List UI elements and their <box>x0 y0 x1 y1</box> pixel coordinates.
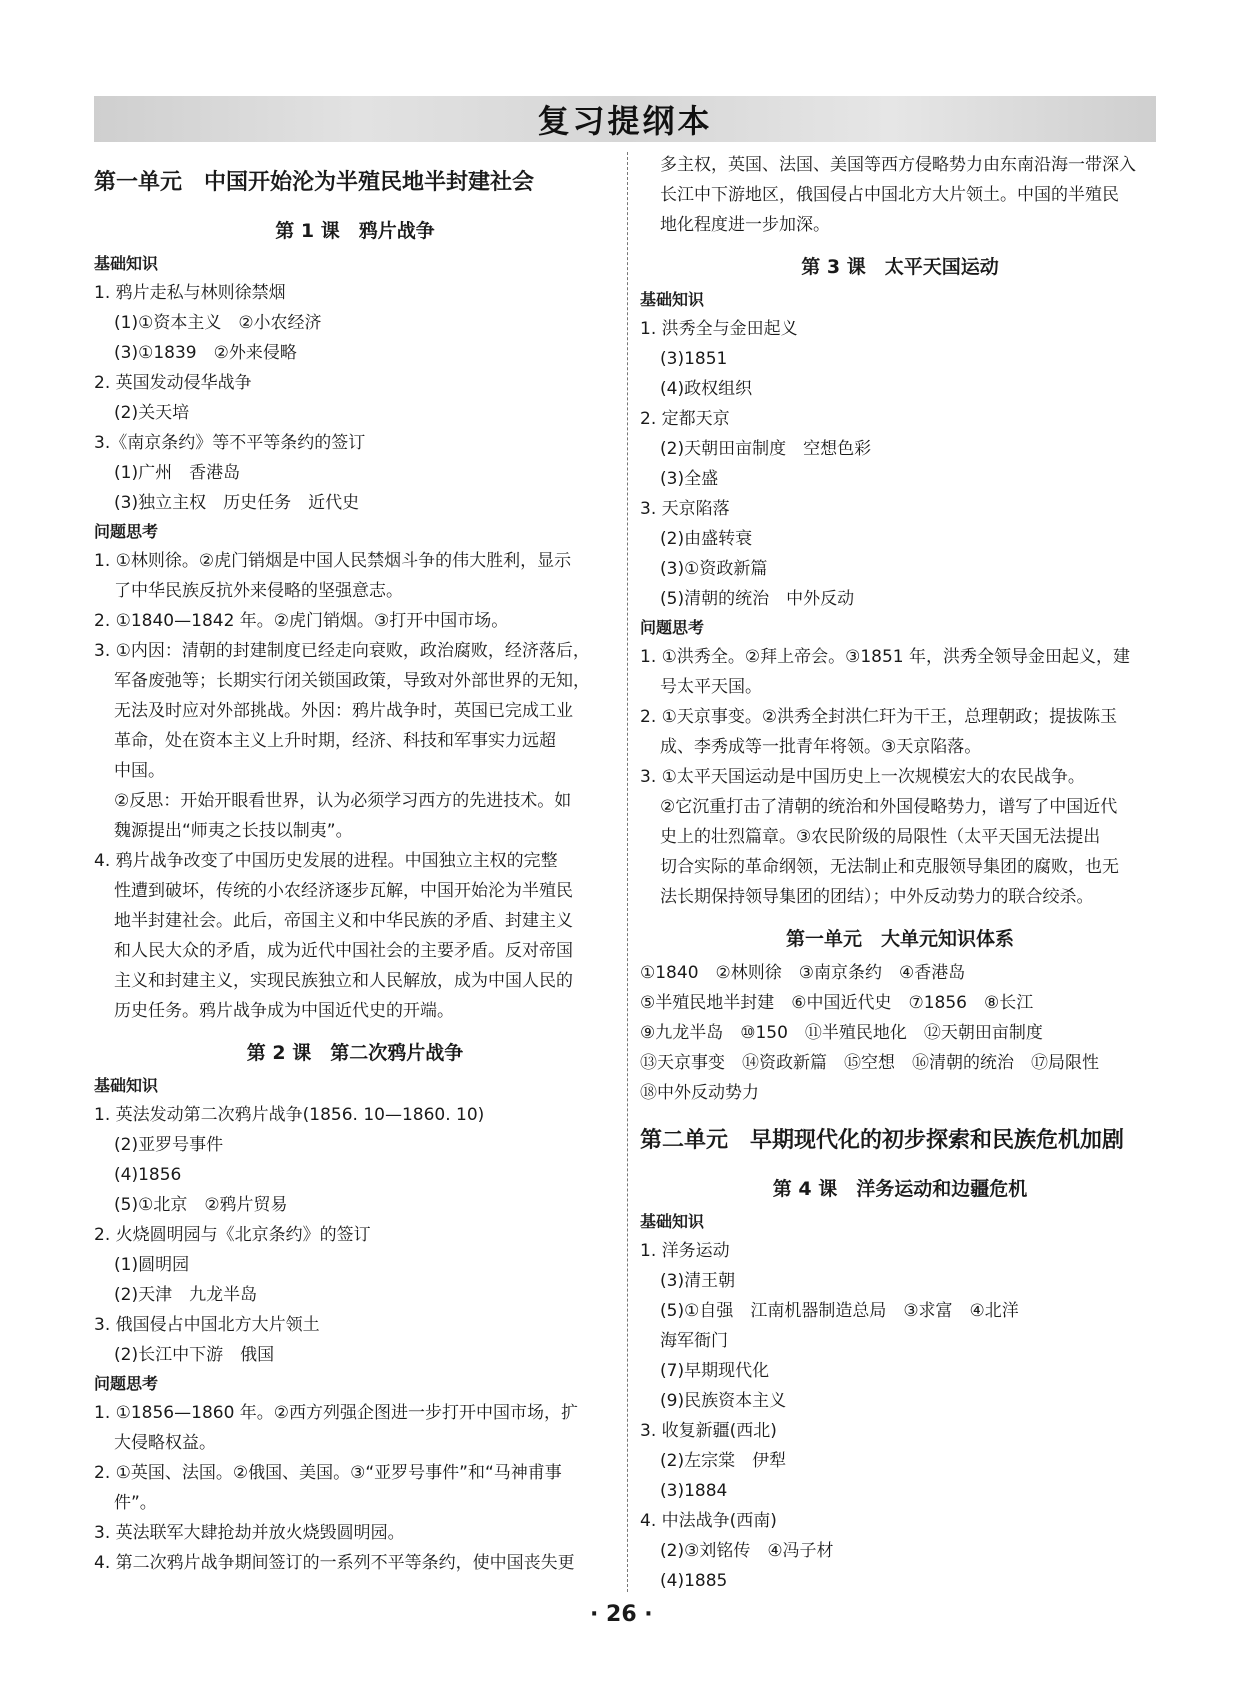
text-line: 3.《南京条约》等不平等条约的签订 <box>94 433 366 453</box>
text-line: 地半封建社会。此后，帝国主义和中华民族的矛盾、封建主义 <box>114 911 573 931</box>
text-line: ⑤半殖民地半封建 ⑥中国近代史 ⑦1856 ⑧长江 <box>640 993 1034 1013</box>
section-heading: 基础知识 <box>640 290 705 309</box>
text-line: (2)左宗棠 伊犁 <box>660 1451 787 1471</box>
text-line: (2)关天培 <box>114 403 190 423</box>
right-column <box>640 150 1160 1596</box>
text-line: 革命，处在资本主义上升时期，经济、科技和军事实力远超 <box>114 731 556 751</box>
text-line: (5)①北京 ②鸦片贸易 <box>114 1195 288 1215</box>
text-line: 2. 定都天京 <box>640 409 730 429</box>
text-line: (5)①自强 江南机器制造总局 ③求富 ④北洋 <box>660 1301 1019 1321</box>
text-line: 魏源提出“师夷之长技以制夷”。 <box>114 821 353 841</box>
text-line: (4)政权组织 <box>660 379 753 399</box>
page-title: 复习提纲本 <box>537 102 713 140</box>
lesson-heading: 第 4 课 洋务运动和边疆危机 <box>772 1178 1028 1200</box>
text-line: 性遭到破坏，传统的小农经济逐步瓦解，中国开始沦为半殖民 <box>114 881 573 901</box>
text-line: (2)③刘铭传 ④冯子材 <box>660 1541 834 1561</box>
text-line: 了中华民族反抗外来侵略的坚强意志。 <box>114 581 403 601</box>
text-line: 2. ①英国、法国。②俄国、美国。③“亚罗号事件”和“马神甫事 <box>94 1463 562 1483</box>
lesson-heading: 第 2 课 第二次鸦片战争 <box>246 1042 464 1064</box>
text-line: (5)清朝的统治 中外反动 <box>660 589 855 609</box>
text-line: ②反思：开始开眼看世界，认为必须学习西方的先进技术。如 <box>114 791 572 811</box>
text-line: (3)独立主权 历史任务 近代史 <box>114 493 360 513</box>
text-line: 3. 天京陷落 <box>640 499 730 519</box>
text-line: 和人民大众的矛盾，成为近代中国社会的主要矛盾。反对帝国 <box>114 941 573 961</box>
text-line: ①1840 ②林则徐 ③南京条约 ④香港岛 <box>640 963 966 983</box>
section-heading: 基础知识 <box>94 254 159 273</box>
text-line: ②它沉重打击了清朝的统治和外国侵略势力，谱写了中国近代 <box>660 797 1118 817</box>
text-line: (3)1851 <box>660 349 728 369</box>
text-line: 多主权，英国、法国、美国等西方侵略势力由东南沿海一带深入 <box>660 155 1136 175</box>
text-line: 件”。 <box>114 1493 157 1513</box>
text-line: 军备废弛等；长期实行闭关锁国政策，导致对外部世界的无知， <box>114 671 590 691</box>
section-heading: 基础知识 <box>94 1076 159 1095</box>
text-line: 3. 英法联军大肆抢劫并放火烧毁圆明园。 <box>94 1523 405 1543</box>
text-line: 地化程度进一步加深。 <box>660 215 830 235</box>
page-number: · 26 · <box>590 1602 653 1627</box>
lesson-heading: 第 1 课 鸦片战争 <box>275 220 435 242</box>
text-line: 2. ①天京事变。②洪秀全封洪仁玕为干王，总理朝政；提拔陈玉 <box>640 707 1118 727</box>
text-line: (2)天朝田亩制度 空想色彩 <box>660 439 872 459</box>
text-line: 4. 鸦片战争改变了中国历史发展的进程。中国独立主权的完整 <box>94 851 558 871</box>
section-heading: 问题思考 <box>94 1374 159 1393</box>
unit-heading: 第一单元 中国开始沦为半殖民地半封建社会 <box>94 170 535 195</box>
text-line: (4)1885 <box>660 1571 728 1591</box>
text-line: (1)广州 香港岛 <box>114 463 241 483</box>
unit-heading: 第二单元 早期现代化的初步探索和民族危机加剧 <box>640 1128 1125 1153</box>
text-line: (1)①资本主义 ②小农经济 <box>114 313 322 333</box>
text-line: (1)圆明园 <box>114 1255 190 1275</box>
text-line: (2)长江中下游 俄国 <box>114 1345 275 1365</box>
text-line: 2. 英国发动侵华战争 <box>94 373 252 393</box>
title-banner <box>94 96 1156 142</box>
text-line: (4)1856 <box>114 1165 182 1185</box>
text-line: 1. ①洪秀全。②拜上帝会。③1851 年，洪秀全领导金田起义，建 <box>640 647 1131 667</box>
text-line: (9)民族资本主义 <box>660 1391 787 1411</box>
section-heading: 基础知识 <box>640 1212 705 1231</box>
text-line: 海军衙门 <box>660 1331 728 1351</box>
lesson-heading: 第 3 课 太平天国运动 <box>801 256 999 278</box>
text-line: 1. ①林则徐。②虎门销烟是中国人民禁烟斗争的伟大胜利，显示 <box>94 551 572 571</box>
text-line: (2)亚罗号事件 <box>114 1135 224 1155</box>
text-line: 1. ①1856—1860 年。②西方列强企图进一步打开中国市场，扩 <box>94 1403 579 1423</box>
lesson-heading: 第一单元 大单元知识体系 <box>785 928 1014 950</box>
text-line: 1. 鸦片走私与林则徐禁烟 <box>94 283 286 303</box>
text-line: ⑱中外反动势力 <box>640 1083 759 1103</box>
text-line: 无法及时应对外部挑战。外因：鸦片战争时，英国已完成工业 <box>114 701 573 721</box>
text-line: ⑨九龙半岛 ⑩150 ⑪半殖民地化 ⑫天朝田亩制度 <box>640 1023 1043 1043</box>
text-line: (3)①1839 ②外来侵略 <box>114 343 297 363</box>
column-divider <box>627 152 628 1592</box>
text-line: 4. 中法战争(西南) <box>640 1511 777 1531</box>
text-line: (2)天津 九龙半岛 <box>114 1285 258 1305</box>
text-line: 1. 洪秀全与金田起义 <box>640 319 798 339</box>
text-line: (2)由盛转衰 <box>660 529 753 549</box>
text-line: 中国。 <box>114 761 165 781</box>
left-column <box>94 150 616 1578</box>
text-line: 号太平天国。 <box>660 677 762 697</box>
text-line: 史上的壮烈篇章。③农民阶级的局限性（太平天国无法提出 <box>660 827 1101 847</box>
text-line: 成、李秀成等一批青年将领。③天京陷落。 <box>660 737 982 757</box>
text-line: 法长期保持领导集团的团结）；中外反动势力的联合绞杀。 <box>660 887 1094 907</box>
text-line: (3)全盛 <box>660 469 719 489</box>
text-line: 4. 第二次鸦片战争期间签订的一系列不平等条约，使中国丧失更 <box>94 1553 575 1573</box>
section-heading: 问题思考 <box>94 522 159 541</box>
text-line: ⑬天京事变 ⑭资政新篇 ⑮空想 ⑯清朝的统治 ⑰局限性 <box>640 1053 1099 1073</box>
text-line: 主义和封建主义，实现民族独立和人民解放，成为中国人民的 <box>114 971 573 991</box>
text-line: 1. 英法发动第二次鸦片战争(1856. 10—1860. 10) <box>94 1105 485 1125</box>
text-line: 长江中下游地区，俄国侵占中国北方大片领土。中国的半殖民 <box>660 185 1119 205</box>
section-heading: 问题思考 <box>640 618 705 637</box>
text-line: (3)清王朝 <box>660 1271 736 1291</box>
text-line: (3)1884 <box>660 1481 728 1501</box>
text-line: 3. 收复新疆(西北) <box>640 1421 777 1441</box>
text-line: 3. ①内因：清朝的封建制度已经走向衰败，政治腐败，经济落后， <box>94 641 590 661</box>
text-line: (3)①资政新篇 <box>660 559 768 579</box>
text-line: 3. ①太平天国运动是中国历史上一次规模宏大的农民战争。 <box>640 767 1085 787</box>
text-line: 2. ①1840—1842 年。②虎门销烟。③打开中国市场。 <box>94 611 509 631</box>
text-line: 大侵略权益。 <box>114 1433 216 1453</box>
text-line: 3. 俄国侵占中国北方大片领土 <box>94 1315 320 1335</box>
text-line: 切合实际的革命纲领，无法制止和克服领导集团的腐败，也无 <box>660 857 1119 877</box>
text-line: 历史任务。鸦片战争成为中国近代史的开端。 <box>114 1001 454 1021</box>
text-line: 2. 火烧圆明园与《北京条约》的签订 <box>94 1225 371 1245</box>
text-line: (7)早期现代化 <box>660 1361 770 1381</box>
text-line: 1. 洋务运动 <box>640 1241 730 1261</box>
